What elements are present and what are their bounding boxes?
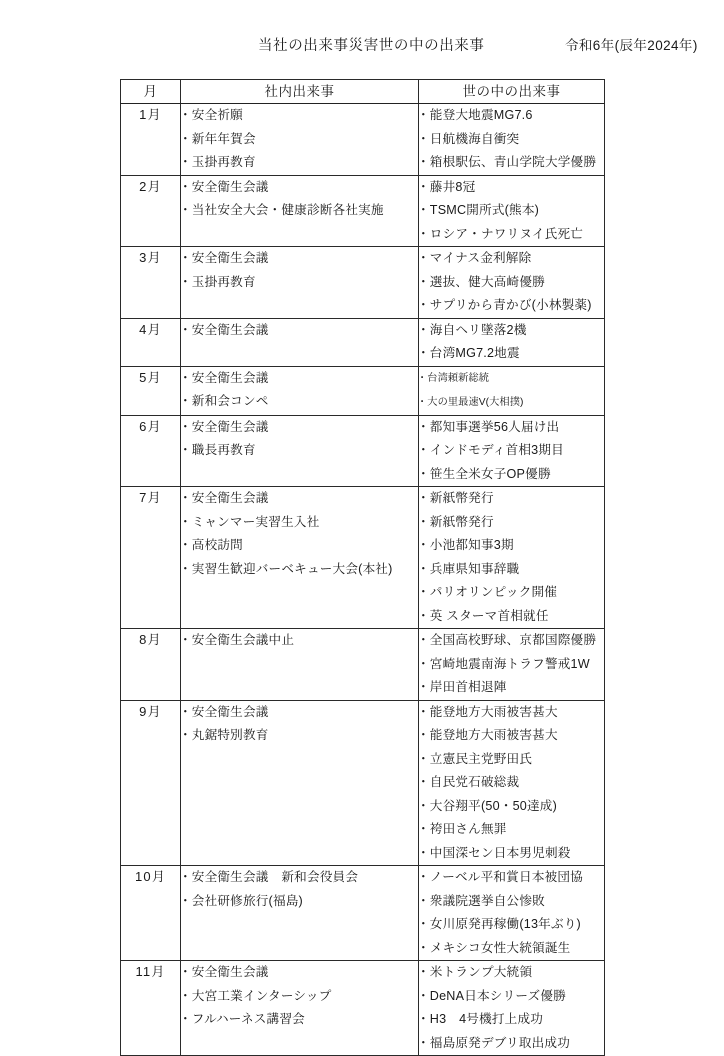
internal-events-cell-list xyxy=(181,961,418,1032)
list-item: ・ 台湾MG7.2地震 xyxy=(419,342,604,366)
list-item: ・ 安全衛生会議 xyxy=(181,701,418,725)
list-item: ・ 高校訪問 xyxy=(181,534,418,558)
list-item: ・ 都知事選挙56人届け出 xyxy=(419,416,604,440)
world-events-cell-list xyxy=(419,104,604,175)
page-title: 当社の出来事災害世の中の出来事 xyxy=(258,38,485,54)
list-item: ・ 選抜、健大高崎優勝 xyxy=(419,271,604,295)
list-item: ・ 能登大地震MG7.6 xyxy=(419,104,604,128)
list-item: ・ 新年年賀会 xyxy=(181,128,418,152)
month-cell: 5月 xyxy=(121,366,181,415)
table-row xyxy=(121,961,605,1056)
table-body xyxy=(121,104,605,1056)
list-item: ・ 安全衛生会議 xyxy=(181,176,418,200)
list-item: ・ 立憲民主党野田氏 xyxy=(419,748,604,772)
document-header xyxy=(0,36,724,60)
list-item: ・ ロシア・ナワリヌイ氏死亡 xyxy=(419,223,604,247)
internal-events-cell xyxy=(181,866,419,961)
list-item: ・ 英 スターマ首相就任 xyxy=(419,605,604,629)
list-item: ・ 安全衛生会議 新和会役員会 xyxy=(181,866,418,890)
world-events-cell xyxy=(419,318,605,366)
internal-events-cell-list xyxy=(181,367,418,414)
column-header-month-label: 月 xyxy=(143,84,158,99)
list-item: ・ 能登地方大雨被害甚大 xyxy=(419,701,604,725)
list-item: ・ フルハーネス講習会 xyxy=(181,1008,418,1032)
list-item: ・ マイナス金利解除 xyxy=(419,247,604,271)
world-events-cell-list xyxy=(419,176,604,247)
list-item: ・ 全国高校野球、京都国際優勝 xyxy=(419,629,604,653)
column-header-world-events xyxy=(419,80,605,104)
month-cell: 3月 xyxy=(121,247,181,319)
list-item: ・ DeNA日本シリーズ優勝 xyxy=(419,985,604,1009)
world-events-cell xyxy=(419,104,605,176)
world-events-cell-list xyxy=(419,416,604,487)
month-cell: 6月 xyxy=(121,415,181,487)
column-header-world-events-label: 世の中の出来事 xyxy=(462,84,561,99)
internal-events-cell xyxy=(181,487,419,629)
table-row xyxy=(121,104,605,176)
list-item: ・ サプリから青かび(小林製薬) xyxy=(419,294,604,318)
internal-events-cell xyxy=(181,366,419,415)
month-cell: 11月 xyxy=(121,961,181,1056)
month-cell: 8月 xyxy=(121,629,181,701)
list-item: ・ 岸田首相退陣 xyxy=(419,676,604,700)
internal-events-cell xyxy=(181,629,419,701)
table-row xyxy=(121,700,605,866)
list-item: ・ 小池都知事3期 xyxy=(419,534,604,558)
list-item: ・ 海自ヘリ墜落2機 xyxy=(419,319,604,343)
list-item: ・ メキシコ女性大統領誕生 xyxy=(419,937,604,961)
list-item: ・ 自民党石破総裁 xyxy=(419,771,604,795)
list-item: ・ 箱根駅伝、青山学院大学優勝 xyxy=(419,151,604,175)
list-item: ・ 丸鋸特別教育 xyxy=(181,724,418,748)
list-item: ・ 安全衛生会議 xyxy=(181,961,418,985)
table-row xyxy=(121,175,605,247)
list-item: ・ 台湾頼新総統 xyxy=(419,367,604,391)
table-head xyxy=(121,80,605,104)
list-item: ・ 衆議院選挙自公惨敗 xyxy=(419,890,604,914)
list-item: ・ 実習生歓迎バーベキュー大会(本社) xyxy=(181,558,418,582)
list-item: ・ 会社研修旅行(福島) xyxy=(181,890,418,914)
column-header-internal-events-label: 社内出来事 xyxy=(264,84,335,99)
internal-events-cell-list xyxy=(181,104,418,175)
list-item: ・ 新紙幣発行 xyxy=(419,511,604,535)
world-events-cell xyxy=(419,961,605,1056)
list-item: ・ 大谷翔平(50・50達成) xyxy=(419,795,604,819)
internal-events-cell xyxy=(181,247,419,319)
world-events-cell xyxy=(419,866,605,961)
document-date-label: 令和6年(辰年2024年) xyxy=(565,38,698,53)
internal-events-cell xyxy=(181,318,419,366)
world-events-cell-list xyxy=(419,701,604,866)
list-item: ・ 当社安全大会・健康診断各社実施 xyxy=(181,199,418,223)
list-item: ・ パリオリンピック開催 xyxy=(419,581,604,605)
internal-events-cell xyxy=(181,961,419,1056)
list-item: ・ 玉掛再教育 xyxy=(181,271,418,295)
internal-events-cell-list xyxy=(181,487,418,581)
internal-events-cell xyxy=(181,700,419,866)
list-item: ・ 米トランプ大統領 xyxy=(419,961,604,985)
list-item: ・ 大宮工業インターシップ xyxy=(181,985,418,1009)
list-item: ・ インドモディ首相3期目 xyxy=(419,439,604,463)
world-events-cell-list xyxy=(419,629,604,700)
internal-events-cell-list xyxy=(181,701,418,748)
list-item: ・ 安全衛生会議 xyxy=(181,247,418,271)
world-events-cell-list xyxy=(419,866,604,960)
column-header-month xyxy=(121,80,181,104)
world-events-cell-list xyxy=(419,247,604,318)
internal-events-cell-list xyxy=(181,319,418,343)
table-row xyxy=(121,247,605,319)
list-item: ・ 安全祈願 xyxy=(181,104,418,128)
world-events-cell xyxy=(419,629,605,701)
list-item: ・ 袴田さん無罪 xyxy=(419,818,604,842)
list-item: ・ H3 4号機打上成功 xyxy=(419,1008,604,1032)
events-table xyxy=(120,79,605,1056)
month-cell: 9月 xyxy=(121,700,181,866)
list-item: ・ 新紙幣発行 xyxy=(419,487,604,511)
list-item: ・ 玉掛再教育 xyxy=(181,151,418,175)
list-item: ・ 藤井8冠 xyxy=(419,176,604,200)
list-item: ・ 安全衛生会議中止 xyxy=(181,629,418,653)
table-row xyxy=(121,866,605,961)
events-table-container xyxy=(120,79,604,1056)
list-item: ・ 笹生全米女子OP優勝 xyxy=(419,463,604,487)
month-cell: 1月 xyxy=(121,104,181,176)
world-events-cell xyxy=(419,175,605,247)
world-events-cell xyxy=(419,700,605,866)
list-item: ・ 新和会コンペ xyxy=(181,390,418,414)
list-item: ・ 能登地方大雨被害甚大 xyxy=(419,724,604,748)
list-item: ・ 中国深セン日本男児刺殺 xyxy=(419,842,604,866)
column-header-internal-events xyxy=(181,80,419,104)
list-item: ・ TSMC開所式(熊本) xyxy=(419,199,604,223)
world-events-cell xyxy=(419,415,605,487)
list-item: ・ 職長再教育 xyxy=(181,439,418,463)
month-cell: 2月 xyxy=(121,175,181,247)
table-row xyxy=(121,318,605,366)
list-item: ・ ミャンマー実習生入社 xyxy=(181,511,418,535)
list-item: ・ 安全衛生会議 xyxy=(181,319,418,343)
list-item: ・ 日航機海自衝突 xyxy=(419,128,604,152)
world-events-cell xyxy=(419,487,605,629)
table-row xyxy=(121,487,605,629)
internal-events-cell xyxy=(181,175,419,247)
internal-events-cell-list xyxy=(181,247,418,294)
list-item: ・ 兵庫県知事辞職 xyxy=(419,558,604,582)
world-events-cell-list xyxy=(419,319,604,366)
table-header-row xyxy=(121,80,605,104)
list-item: ・ 安全衛生会議 xyxy=(181,367,418,391)
world-events-cell xyxy=(419,366,605,415)
internal-events-cell-list xyxy=(181,866,418,913)
internal-events-cell-list xyxy=(181,176,418,223)
list-item: ・ 女川原発再稼働(13年ぶり) xyxy=(419,913,604,937)
world-events-cell-list xyxy=(419,487,604,628)
list-item: ・ 安全衛生会議 xyxy=(181,487,418,511)
internal-events-cell xyxy=(181,104,419,176)
list-item: ・ ノーベル平和賞日本被団協 xyxy=(419,866,604,890)
world-events-cell-list xyxy=(419,961,604,1055)
world-events-cell xyxy=(419,247,605,319)
internal-events-cell-list xyxy=(181,416,418,463)
table-row xyxy=(121,415,605,487)
month-cell: 7月 xyxy=(121,487,181,629)
list-item: ・ 大の里最速V(大相撲) xyxy=(419,391,604,415)
internal-events-cell xyxy=(181,415,419,487)
month-cell: 4月 xyxy=(121,318,181,366)
list-item: ・ 福島原発デブリ取出成功 xyxy=(419,1032,604,1056)
world-events-cell-list xyxy=(419,367,604,415)
table-row xyxy=(121,629,605,701)
internal-events-cell-list xyxy=(181,629,418,653)
month-cell: 10月 xyxy=(121,866,181,961)
list-item: ・ 宮崎地震南海トラフ警戒1W xyxy=(419,653,604,677)
table-row xyxy=(121,366,605,415)
list-item: ・ 安全衛生会議 xyxy=(181,416,418,440)
